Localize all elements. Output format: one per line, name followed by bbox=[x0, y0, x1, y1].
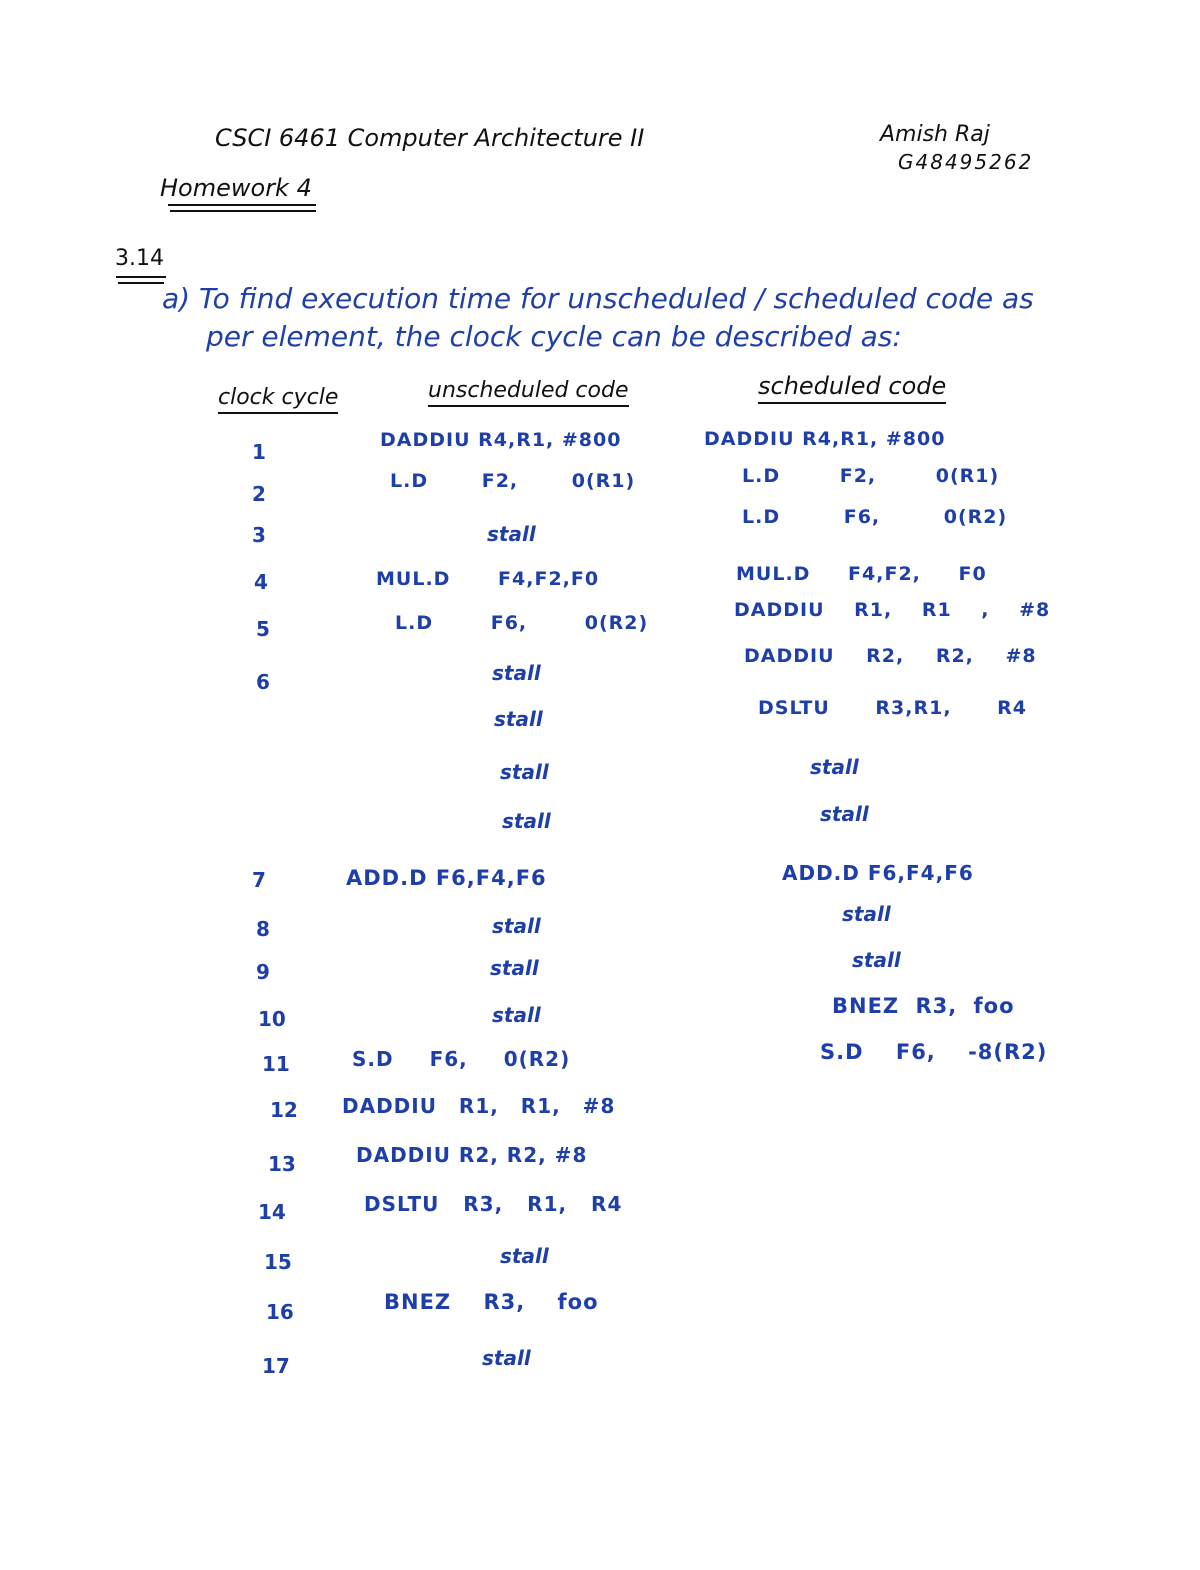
scheduled-instruction: DSLTU R3,R1, R4 bbox=[758, 697, 1028, 719]
clock-cycle-number: 17 bbox=[262, 1354, 290, 1378]
unscheduled-stall: stall bbox=[482, 1346, 531, 1370]
clock-cycle-number: 8 bbox=[256, 917, 270, 941]
header-scheduled: scheduled code bbox=[758, 372, 946, 404]
intro-line-1: a) To find execution time for unscheduled / scheduled code as bbox=[162, 282, 1034, 315]
unscheduled-instruction: DSLTU R3, R1, R4 bbox=[364, 1192, 623, 1216]
clock-cycle-number: 4 bbox=[254, 570, 268, 594]
unscheduled-stall: stall bbox=[492, 661, 541, 685]
author-id: G48495262 bbox=[898, 150, 1034, 174]
unscheduled-stall: stall bbox=[500, 760, 549, 784]
unscheduled-stall: stall bbox=[490, 956, 539, 980]
clock-cycle-number: 7 bbox=[252, 868, 266, 892]
scheduled-instruction: BNEZ R3, foo bbox=[832, 994, 1015, 1018]
clock-cycle-number: 13 bbox=[268, 1152, 296, 1176]
unscheduled-instruction: ADD.D F6,F4,F6 bbox=[346, 866, 547, 890]
unscheduled-stall: stall bbox=[487, 522, 536, 546]
clock-cycle-number: 3 bbox=[252, 523, 266, 547]
unscheduled-stall: stall bbox=[492, 1003, 541, 1027]
homework-underline-1 bbox=[168, 204, 316, 206]
clock-cycle-number: 12 bbox=[270, 1098, 298, 1122]
clock-cycle-number: 10 bbox=[258, 1007, 286, 1031]
scheduled-instruction: MUL.D F4,F2, F0 bbox=[736, 563, 987, 585]
unscheduled-instruction: DADDIU R1, R1, #8 bbox=[342, 1094, 616, 1118]
clock-cycle-number: 5 bbox=[256, 617, 270, 641]
unscheduled-instruction: DADDIU R2, R2, #8 bbox=[356, 1143, 588, 1167]
unscheduled-instruction: L.D F2, 0(R1) bbox=[390, 470, 636, 492]
course-title: CSCI 6461 Computer Architecture II bbox=[215, 124, 645, 152]
unscheduled-instruction: DADDIU R4,R1, #800 bbox=[380, 429, 622, 451]
clock-cycle-number: 6 bbox=[256, 670, 270, 694]
problem-underline-1 bbox=[116, 276, 166, 278]
unscheduled-instruction: MUL.D F4,F2,F0 bbox=[376, 568, 600, 590]
clock-cycle-number: 9 bbox=[256, 960, 270, 984]
scheduled-stall: stall bbox=[852, 948, 901, 972]
scheduled-instruction: S.D F6, -8(R2) bbox=[820, 1040, 1048, 1064]
unscheduled-instruction: S.D F6, 0(R2) bbox=[352, 1047, 571, 1071]
scheduled-stall: stall bbox=[820, 802, 869, 826]
unscheduled-stall: stall bbox=[492, 914, 541, 938]
clock-cycle-number: 14 bbox=[258, 1200, 286, 1224]
scheduled-instruction: ADD.D F6,F4,F6 bbox=[782, 861, 974, 885]
unscheduled-stall: stall bbox=[500, 1244, 549, 1268]
problem-number: 3.14 bbox=[115, 246, 164, 271]
scheduled-stall: stall bbox=[842, 902, 891, 926]
clock-cycle-number: 15 bbox=[264, 1250, 292, 1274]
scheduled-instruction: DADDIU R4,R1, #800 bbox=[704, 428, 946, 450]
homework-underline-2 bbox=[170, 210, 316, 212]
intro-line-2: per element, the clock cycle can be described as: bbox=[206, 320, 902, 353]
homework-title: Homework 4 bbox=[160, 174, 312, 202]
header-clock-cycle: clock cycle bbox=[218, 385, 338, 414]
scheduled-instruction: DADDIU R1, R1 , #8 bbox=[734, 599, 1051, 621]
clock-cycle-number: 11 bbox=[262, 1052, 290, 1076]
clock-cycle-number: 2 bbox=[252, 482, 266, 506]
unscheduled-instruction: BNEZ R3, foo bbox=[384, 1290, 599, 1314]
scheduled-instruction: L.D F6, 0(R2) bbox=[742, 506, 1008, 528]
clock-cycle-number: 16 bbox=[266, 1300, 294, 1324]
problem-underline-2 bbox=[118, 282, 164, 284]
unscheduled-instruction: L.D F6, 0(R2) bbox=[395, 612, 649, 634]
author-name: Amish Raj bbox=[880, 122, 990, 147]
unscheduled-stall: stall bbox=[494, 707, 543, 731]
unscheduled-stall: stall bbox=[502, 809, 551, 833]
header-unscheduled: unscheduled code bbox=[428, 378, 629, 407]
scheduled-instruction: DADDIU R2, R2, #8 bbox=[744, 645, 1037, 667]
scheduled-stall: stall bbox=[810, 755, 859, 779]
scheduled-instruction: L.D F2, 0(R1) bbox=[742, 465, 1000, 487]
clock-cycle-number: 1 bbox=[252, 440, 266, 464]
